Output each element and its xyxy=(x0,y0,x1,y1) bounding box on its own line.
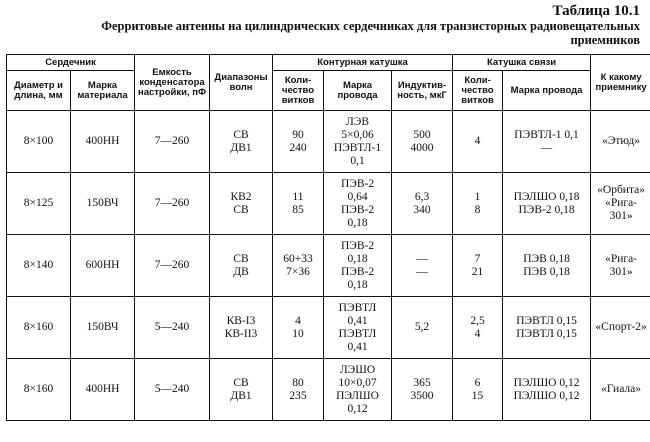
header-bands: Диапазоны волн xyxy=(210,55,273,111)
cell-loop-turns: 11 85 xyxy=(273,173,324,235)
cell-loop-turns: 60+33 7×36 xyxy=(273,235,324,297)
cell-receiver: «Орбита» «Рига- 301» xyxy=(591,173,650,235)
header-coupling-turns: Коли-чество витков xyxy=(453,71,503,111)
cell-bands: СВ ДВ1 xyxy=(210,111,273,173)
header-receiver: К какому приемнику xyxy=(591,55,650,111)
cell-diameter: 8×100 xyxy=(7,111,71,173)
cell-capacitance: 7—260 xyxy=(135,173,210,235)
cell-coupling-turns: 2,5 4 xyxy=(453,297,503,359)
cell-diameter: 8×160 xyxy=(7,359,71,421)
header-loop-coil: Контурная катушка xyxy=(273,55,453,71)
cell-bands: СВ ДВ xyxy=(210,235,273,297)
table-caption xyxy=(40,4,640,47)
cell-material: 150ВЧ xyxy=(71,173,135,235)
cell-capacitance: 7—260 xyxy=(135,111,210,173)
cell-diameter: 8×125 xyxy=(7,173,71,235)
cell-material: 400НН xyxy=(71,111,135,173)
cell-loop-wire: ЛЭШО 10×0,07 ПЭЛШО 0,12 xyxy=(324,359,392,421)
table-row xyxy=(7,111,650,173)
cell-loop-turns: 90 240 xyxy=(273,111,324,173)
header-core-diameter: Диаметр и длина, мм xyxy=(7,71,71,111)
cell-material: 600НН xyxy=(71,235,135,297)
cell-coupling-turns: 4 xyxy=(453,111,503,173)
table-title: Ферритовые антенны на цилиндрических сердечниках для транзисторных радиовещательных приемников xyxy=(101,19,640,47)
cell-coupling-turns: 7 21 xyxy=(453,235,503,297)
cell-coupling-wire: ПЭЛШО 0,18 ПЭВ-2 0,18 xyxy=(503,173,591,235)
header-loop-turns: Коли-чество витков xyxy=(273,71,324,111)
cell-inductance: — — xyxy=(392,235,453,297)
cell-loop-turns: 80 235 xyxy=(273,359,324,421)
header-core: Сердечник xyxy=(7,55,135,71)
cell-loop-wire: ПЭВ-2 0,64 ПЭВ-2 0,18 xyxy=(324,173,392,235)
cell-inductance: 5,2 xyxy=(392,297,453,359)
cell-coupling-wire: ПЭВ 0,18 ПЭВ 0,18 xyxy=(503,235,591,297)
cell-capacitance: 5—240 xyxy=(135,359,210,421)
cell-inductance: 500 4000 xyxy=(392,111,453,173)
header-coupling-coil: Катушка связи xyxy=(453,55,591,71)
cell-coupling-wire: ПЭВТЛ 0,15 ПЭВТЛ 0,15 xyxy=(503,297,591,359)
cell-diameter: 8×140 xyxy=(7,235,71,297)
table-row xyxy=(7,297,650,359)
cell-diameter: 8×160 xyxy=(7,297,71,359)
cell-loop-wire: ЛЭВ 5×0,06 ПЭВТЛ-1 0,1 xyxy=(324,111,392,173)
cell-loop-turns: 4 10 xyxy=(273,297,324,359)
cell-material: 400НН xyxy=(71,359,135,421)
cell-receiver: «Этюд» xyxy=(591,111,650,173)
table-number: Таблица 10.1 xyxy=(552,3,640,19)
cell-inductance: 365 3500 xyxy=(392,359,453,421)
cell-receiver: «Спорт-2» xyxy=(591,297,650,359)
cell-inductance: 6,3 340 xyxy=(392,173,453,235)
antenna-table xyxy=(6,54,650,421)
table-row xyxy=(7,359,650,421)
cell-receiver: «Рига- 301» xyxy=(591,235,650,297)
header-loop-inductance: Индуктив-ность, мкГ xyxy=(392,71,453,111)
cell-coupling-wire: ПЭВТЛ-1 0,1 — xyxy=(503,111,591,173)
cell-bands: КВ2 СВ xyxy=(210,173,273,235)
cell-capacitance: 7—260 xyxy=(135,235,210,297)
table-row xyxy=(7,235,650,297)
header-coupling-wire: Марка провода xyxy=(503,71,591,111)
cell-material: 150ВЧ xyxy=(71,297,135,359)
cell-loop-wire: ПЭВ-2 0,18 ПЭВ-2 0,18 xyxy=(324,235,392,297)
cell-bands: КВ-I3 КВ-II3 xyxy=(210,297,273,359)
cell-coupling-turns: 1 8 xyxy=(453,173,503,235)
header-core-material: Марка материала xyxy=(71,71,135,111)
header-capacitance: Емкость конденсатора настройки, пФ xyxy=(135,55,210,111)
cell-receiver: «Гиала» xyxy=(591,359,650,421)
table-row xyxy=(7,173,650,235)
cell-bands: СВ ДВ1 xyxy=(210,359,273,421)
cell-loop-wire: ПЭВТЛ 0,41 ПЭВТЛ 0,41 xyxy=(324,297,392,359)
cell-capacitance: 5—240 xyxy=(135,297,210,359)
cell-coupling-turns: 6 15 xyxy=(453,359,503,421)
cell-coupling-wire: ПЭЛШО 0,12 ПЭЛШО 0,12 xyxy=(503,359,591,421)
header-loop-wire: Марка провода xyxy=(324,71,392,111)
